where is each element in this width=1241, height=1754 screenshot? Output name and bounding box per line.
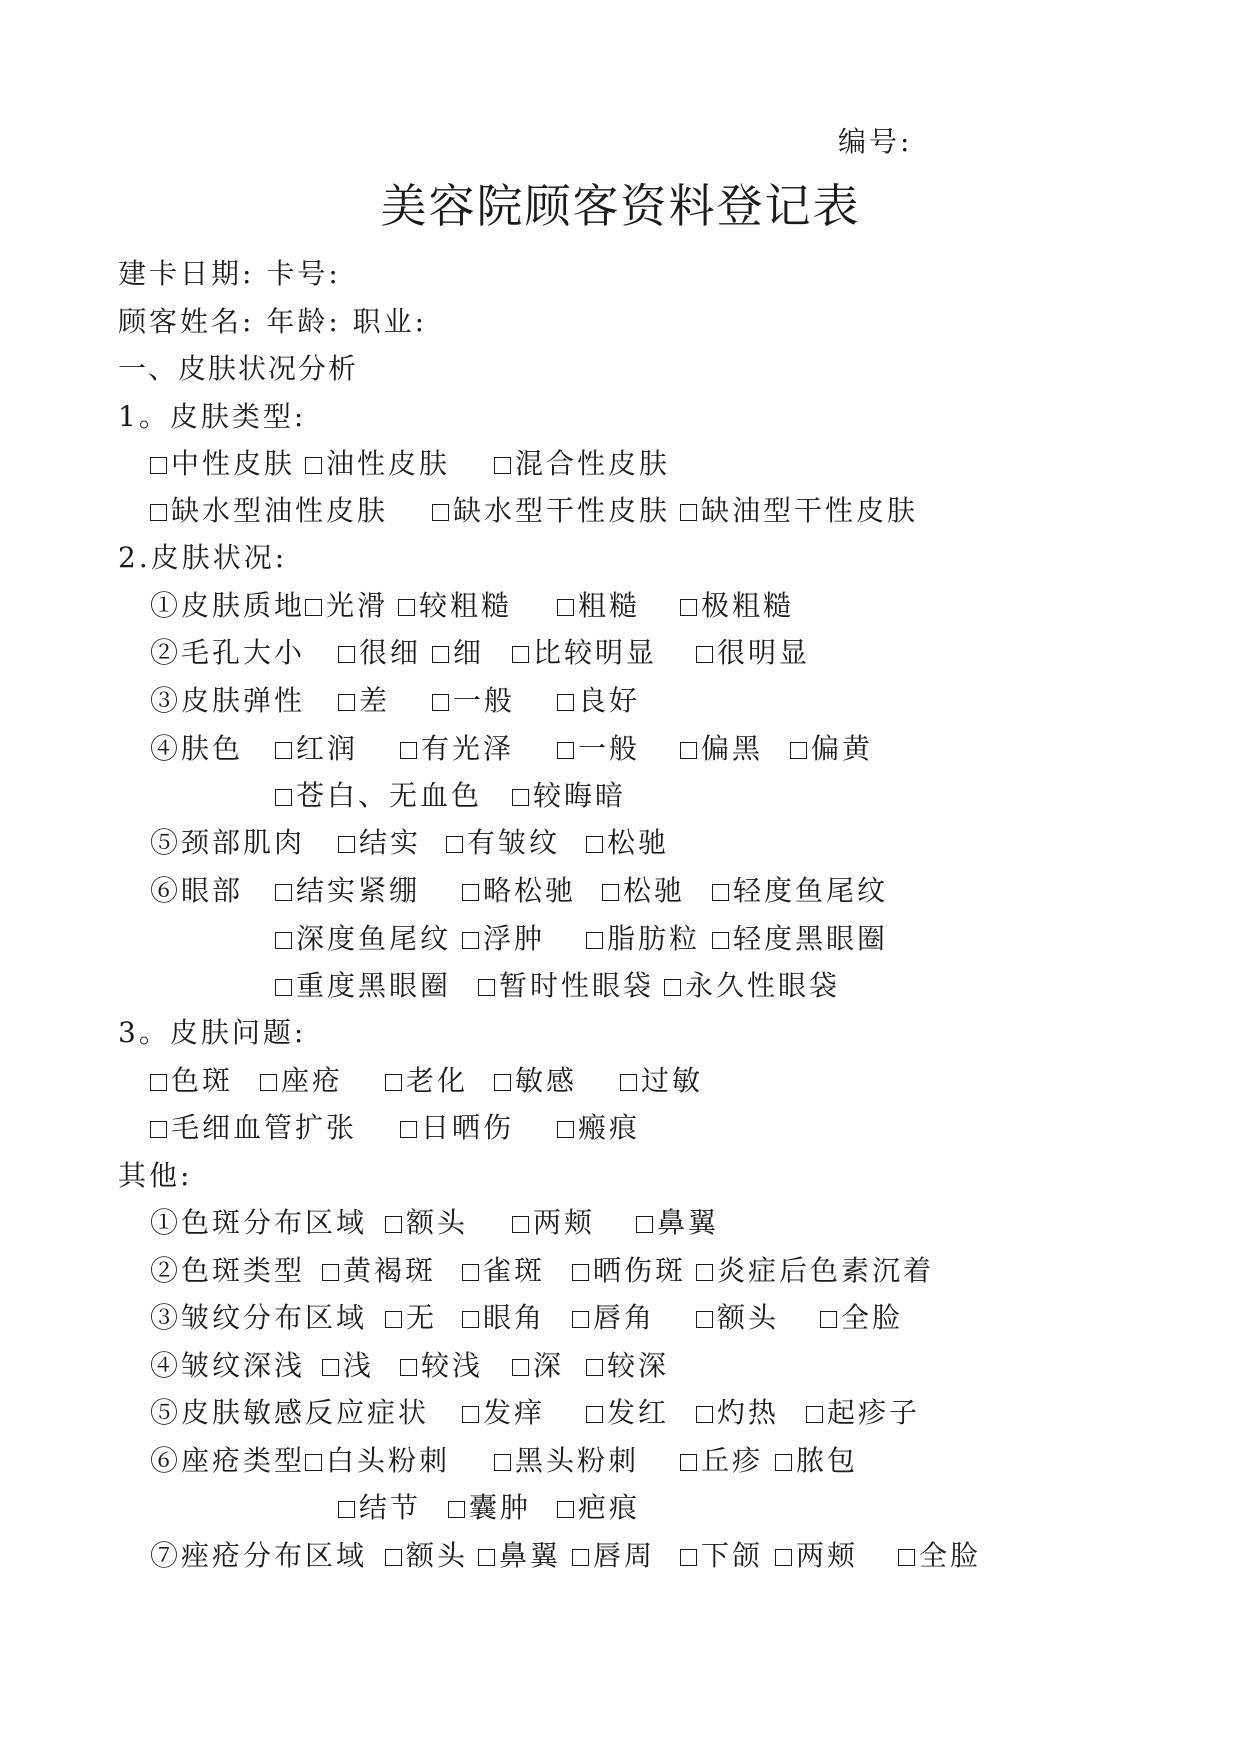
checkbox-option[interactable] xyxy=(712,871,888,911)
option-label: 额头 xyxy=(406,1206,469,1239)
option-label: 毛细血管扩张 xyxy=(171,1111,358,1144)
option-label: 色斑 xyxy=(171,1064,234,1097)
checkbox-option[interactable] xyxy=(557,586,640,626)
checkbox-option[interactable] xyxy=(385,1536,468,1576)
option-label: 浮肿 xyxy=(483,922,546,955)
checkbox-option[interactable] xyxy=(512,1203,595,1243)
option-label: 红润 xyxy=(296,732,359,765)
checkbox-icon[interactable] xyxy=(275,884,292,901)
checkbox-icon[interactable] xyxy=(432,504,449,521)
checkbox-option[interactable] xyxy=(275,871,420,911)
checkbox-option[interactable] xyxy=(478,1536,561,1576)
checkbox-option[interactable] xyxy=(385,1061,468,1101)
checkbox-option[interactable] xyxy=(557,1488,640,1528)
checkbox-icon[interactable] xyxy=(775,1454,792,1471)
option-label: 有光泽 xyxy=(421,732,515,765)
checkbox-option[interactable] xyxy=(680,586,794,626)
option-label: 晒伤斑 xyxy=(593,1254,687,1287)
neck-label: ⑤颈部肌肉 xyxy=(150,826,306,859)
option-label: 唇周 xyxy=(593,1539,656,1572)
acne-area-label: ⑦痤疮分布区域 xyxy=(150,1539,368,1572)
option-label: 油性皮肤 xyxy=(326,447,451,480)
checkbox-icon[interactable] xyxy=(586,932,603,949)
checkbox-icon[interactable] xyxy=(820,1311,837,1328)
checkbox-icon[interactable] xyxy=(260,1074,277,1091)
option-label: 良好 xyxy=(578,684,641,717)
checkbox-icon[interactable] xyxy=(400,1359,417,1376)
checkbox-option[interactable] xyxy=(602,871,685,911)
checkbox-option[interactable] xyxy=(478,966,654,1006)
form-title: 美容院顾客资料登记表 xyxy=(380,179,861,233)
skin-type-label: 1。皮肤类型: xyxy=(118,400,307,433)
checkbox-icon[interactable] xyxy=(712,932,729,949)
option-label: 结节 xyxy=(359,1491,422,1524)
section-heading: 一、皮肤状况分析 xyxy=(118,352,359,385)
option-label: 光滑 xyxy=(326,589,389,622)
option-label: 黄褐斑 xyxy=(343,1254,437,1287)
checkbox-icon[interactable] xyxy=(462,1406,479,1423)
checkbox-icon[interactable] xyxy=(385,1311,402,1328)
option-label: 额头 xyxy=(406,1539,469,1572)
option-label: 过敏 xyxy=(641,1064,704,1097)
checkbox-option[interactable] xyxy=(898,1536,981,1576)
checkbox-option[interactable] xyxy=(512,633,657,673)
checkbox-icon[interactable] xyxy=(305,1454,322,1471)
option-label: 鼻翼 xyxy=(657,1206,720,1239)
option-label: 较深 xyxy=(607,1349,670,1382)
checkbox-option[interactable] xyxy=(620,1061,703,1101)
elasticity-label: ③皮肤弹性 xyxy=(150,684,306,717)
checkbox-option[interactable] xyxy=(696,633,810,673)
checkbox-icon[interactable] xyxy=(712,884,729,901)
checkbox-option[interactable] xyxy=(806,1393,920,1433)
checkbox-icon[interactable] xyxy=(680,504,697,521)
checkbox-option[interactable] xyxy=(712,919,888,959)
option-label: 重度黑眼圈 xyxy=(296,969,452,1002)
option-label: 苍白、无血色 xyxy=(296,779,483,812)
checkbox-icon[interactable] xyxy=(275,789,292,806)
checkbox-icon[interactable] xyxy=(432,694,449,711)
checkbox-option[interactable] xyxy=(275,776,482,816)
checkbox-icon[interactable] xyxy=(322,1264,339,1281)
checkbox-option[interactable] xyxy=(400,1108,514,1148)
checkbox-icon[interactable] xyxy=(696,1264,713,1281)
option-label: 全脸 xyxy=(841,1301,904,1334)
checkbox-icon[interactable] xyxy=(305,457,322,474)
option-label: 混合性皮肤 xyxy=(515,447,671,480)
checkbox-option[interactable] xyxy=(150,444,295,484)
option-label: 轻度鱼尾纹 xyxy=(733,874,889,907)
checkbox-option[interactable] xyxy=(322,1346,374,1386)
option-label: 一般 xyxy=(453,684,516,717)
option-label: 很细 xyxy=(359,636,422,669)
option-label: 差 xyxy=(359,684,391,717)
checkbox-icon[interactable] xyxy=(322,1359,339,1376)
option-label: 眼角 xyxy=(483,1301,546,1334)
pores-label: ②毛孔大小 xyxy=(150,636,306,669)
checkbox-option[interactable] xyxy=(446,823,560,863)
option-label: 永久性眼袋 xyxy=(685,969,841,1002)
checkbox-icon[interactable] xyxy=(400,1121,417,1138)
option-label: 日晒伤 xyxy=(421,1111,515,1144)
option-label: 偏黄 xyxy=(811,732,874,765)
checkbox-option[interactable] xyxy=(305,586,388,626)
option-label: 偏黑 xyxy=(701,732,764,765)
checkbox-icon[interactable] xyxy=(680,599,697,616)
checkbox-option[interactable] xyxy=(150,491,388,531)
checkbox-icon[interactable] xyxy=(696,1406,713,1423)
checkbox-icon[interactable] xyxy=(557,694,574,711)
option-label: 唇角 xyxy=(593,1301,656,1334)
option-label: 下颌 xyxy=(701,1539,764,1572)
checkbox-option[interactable] xyxy=(275,729,358,769)
checkbox-option[interactable] xyxy=(572,1298,655,1338)
checkbox-icon[interactable] xyxy=(448,1501,465,1518)
option-label: 脂肪粒 xyxy=(607,922,701,955)
checkbox-icon[interactable] xyxy=(586,836,603,853)
option-label: 松驰 xyxy=(607,826,670,859)
checkbox-icon[interactable] xyxy=(150,1074,167,1091)
checkbox-option[interactable] xyxy=(494,1061,577,1101)
checkbox-icon[interactable] xyxy=(385,1074,402,1091)
checkbox-option[interactable] xyxy=(462,919,545,959)
checkbox-option[interactable] xyxy=(150,1061,233,1101)
checkbox-icon[interactable] xyxy=(512,1216,529,1233)
skin-problems-label: 3。皮肤问题: xyxy=(118,1016,307,1049)
option-label: 疤痕 xyxy=(578,1491,641,1524)
option-label: 敏感 xyxy=(515,1064,578,1097)
checkbox-option[interactable] xyxy=(680,1441,763,1481)
checkbox-option[interactable] xyxy=(557,729,640,769)
checkbox-icon[interactable] xyxy=(338,646,355,663)
option-label: 两颊 xyxy=(533,1206,596,1239)
serial-number-label: 编号: xyxy=(838,125,913,158)
customer-info-line: 顾客姓名: 年龄: 职业: xyxy=(118,305,428,338)
option-label: 细 xyxy=(453,636,485,669)
checkbox-icon[interactable] xyxy=(586,1359,603,1376)
eyes-label: ⑥眼部 xyxy=(150,874,244,907)
checkbox-icon[interactable] xyxy=(494,1454,511,1471)
wrinkle-area-label: ③皱纹分布区域 xyxy=(150,1301,368,1334)
checkbox-option[interactable] xyxy=(680,729,763,769)
checkbox-option[interactable] xyxy=(432,681,515,721)
checkbox-option[interactable] xyxy=(494,1441,639,1481)
checkbox-icon[interactable] xyxy=(586,1406,603,1423)
checkbox-option[interactable] xyxy=(462,1393,545,1433)
wrinkle-depth-label: ④皱纹深浅 xyxy=(150,1349,306,1382)
option-label: 全脸 xyxy=(919,1539,982,1572)
checkbox-option[interactable] xyxy=(462,1298,545,1338)
option-label: 雀斑 xyxy=(483,1254,546,1287)
checkbox-icon[interactable] xyxy=(462,932,479,949)
option-label: 鼻翼 xyxy=(499,1539,562,1572)
spot-area-label: ①色斑分布区域 xyxy=(150,1206,368,1239)
option-label: 很明显 xyxy=(717,636,811,669)
checkbox-option[interactable] xyxy=(462,871,576,911)
option-label: 暂时性眼袋 xyxy=(499,969,655,1002)
option-label: 较粗糙 xyxy=(419,589,513,622)
checkbox-icon[interactable] xyxy=(680,1549,697,1566)
checkbox-icon[interactable] xyxy=(150,457,167,474)
checkbox-icon[interactable] xyxy=(275,979,292,996)
option-label: 浅 xyxy=(343,1349,375,1382)
checkbox-option[interactable] xyxy=(775,1441,858,1481)
option-label: 座疮 xyxy=(281,1064,344,1097)
checkbox-icon[interactable] xyxy=(557,742,574,759)
checkbox-icon[interactable] xyxy=(696,646,713,663)
option-label: 中性皮肤 xyxy=(171,447,296,480)
checkbox-option[interactable] xyxy=(338,823,421,863)
option-label: 略松驰 xyxy=(483,874,577,907)
checkbox-option[interactable] xyxy=(512,1346,564,1386)
skin-condition-label: 2.皮肤状况: xyxy=(118,541,288,574)
option-label: 粗糙 xyxy=(578,589,641,622)
checkbox-option[interactable] xyxy=(557,681,640,721)
checkbox-icon[interactable] xyxy=(400,742,417,759)
checkbox-option[interactable] xyxy=(586,823,669,863)
checkbox-icon[interactable] xyxy=(696,1311,713,1328)
option-label: 额头 xyxy=(717,1301,780,1334)
option-label: 深度鱼尾纹 xyxy=(296,922,452,955)
option-label: 起疹子 xyxy=(827,1396,921,1429)
checkbox-option[interactable] xyxy=(664,966,840,1006)
checkbox-icon[interactable] xyxy=(305,599,322,616)
option-label: 松驰 xyxy=(623,874,686,907)
checkbox-option[interactable] xyxy=(557,1108,640,1148)
option-label: 结实紧绷 xyxy=(296,874,421,907)
acne-type-label: ⑥座疮类型 xyxy=(150,1444,306,1477)
checkbox-option[interactable] xyxy=(338,633,421,673)
checkbox-option[interactable] xyxy=(305,1441,450,1481)
checkbox-icon[interactable] xyxy=(790,742,807,759)
checkbox-icon[interactable] xyxy=(385,1549,402,1566)
option-label: 极粗糙 xyxy=(701,589,795,622)
checkbox-icon[interactable] xyxy=(572,1264,589,1281)
option-label: 深 xyxy=(533,1349,565,1382)
checkbox-icon[interactable] xyxy=(557,1501,574,1518)
card-info-line: 建卡日期: 卡号: xyxy=(118,257,341,290)
checkbox-option[interactable] xyxy=(448,1488,531,1528)
checkbox-icon[interactable] xyxy=(557,1121,574,1138)
option-label: 较浅 xyxy=(421,1349,484,1382)
complexion-label: ④肤色 xyxy=(150,732,244,765)
option-label: 脓包 xyxy=(796,1444,859,1477)
checkbox-icon[interactable] xyxy=(664,979,681,996)
checkbox-icon[interactable] xyxy=(432,646,449,663)
checkbox-icon[interactable] xyxy=(557,599,574,616)
checkbox-option[interactable] xyxy=(432,491,670,531)
option-label: 无 xyxy=(406,1301,438,1334)
checkbox-option[interactable] xyxy=(322,1251,436,1291)
checkbox-icon[interactable] xyxy=(680,1454,697,1471)
checkbox-icon[interactable] xyxy=(512,789,529,806)
option-label: 较晦暗 xyxy=(533,779,627,812)
checkbox-icon[interactable] xyxy=(898,1549,915,1566)
checkbox-option[interactable] xyxy=(586,919,700,959)
checkbox-icon[interactable] xyxy=(775,1549,792,1566)
option-label: 有皱纹 xyxy=(467,826,561,859)
checkbox-icon[interactable] xyxy=(275,742,292,759)
checkbox-option[interactable] xyxy=(432,633,484,673)
option-label: 黑头粉刺 xyxy=(515,1444,640,1477)
checkbox-option[interactable] xyxy=(398,586,512,626)
checkbox-icon[interactable] xyxy=(338,694,355,711)
checkbox-option[interactable] xyxy=(820,1298,903,1338)
option-label: 一般 xyxy=(578,732,641,765)
checkbox-icon[interactable] xyxy=(572,1549,589,1566)
option-label: 两颊 xyxy=(796,1539,859,1572)
checkbox-icon[interactable] xyxy=(275,932,292,949)
checkbox-option[interactable] xyxy=(462,1251,545,1291)
checkbox-option[interactable] xyxy=(400,1346,483,1386)
option-label: 缺水型干性皮肤 xyxy=(453,494,671,527)
option-label: 白头粉刺 xyxy=(326,1444,451,1477)
checkbox-option[interactable] xyxy=(385,1298,437,1338)
texture-label: ①皮肤质地 xyxy=(150,589,306,622)
checkbox-icon[interactable] xyxy=(602,884,619,901)
option-label: 缺水型油性皮肤 xyxy=(171,494,389,527)
checkbox-option[interactable] xyxy=(790,729,873,769)
checkbox-option[interactable] xyxy=(338,681,390,721)
checkbox-icon[interactable] xyxy=(338,836,355,853)
checkbox-icon[interactable] xyxy=(494,457,511,474)
other-label: 其他: xyxy=(118,1159,193,1192)
option-label: 丘疹 xyxy=(701,1444,764,1477)
checkbox-icon[interactable] xyxy=(150,1121,167,1138)
checkbox-option[interactable] xyxy=(680,491,918,531)
checkbox-icon[interactable] xyxy=(572,1311,589,1328)
option-label: 囊肿 xyxy=(469,1491,532,1524)
checkbox-option[interactable] xyxy=(260,1061,343,1101)
checkbox-option[interactable] xyxy=(150,1108,357,1148)
option-label: 结实 xyxy=(359,826,422,859)
checkbox-icon[interactable] xyxy=(620,1074,637,1091)
checkbox-option[interactable] xyxy=(275,919,451,959)
checkbox-option[interactable] xyxy=(400,729,514,769)
option-label: 缺油型干性皮肤 xyxy=(701,494,919,527)
option-label: 轻度黑眼圈 xyxy=(733,922,889,955)
checkbox-icon[interactable] xyxy=(398,599,415,616)
option-label: 发红 xyxy=(607,1396,670,1429)
option-label: 发痒 xyxy=(483,1396,546,1429)
checkbox-icon[interactable] xyxy=(680,742,697,759)
checkbox-icon[interactable] xyxy=(462,1311,479,1328)
checkbox-icon[interactable] xyxy=(636,1216,653,1233)
checkbox-icon[interactable] xyxy=(494,1074,511,1091)
checkbox-option[interactable] xyxy=(275,966,451,1006)
checkbox-option[interactable] xyxy=(512,776,626,816)
checkbox-option[interactable] xyxy=(586,1393,669,1433)
checkbox-icon[interactable] xyxy=(150,504,167,521)
option-label: 炎症后色素沉着 xyxy=(717,1254,935,1287)
checkbox-option[interactable] xyxy=(572,1536,655,1576)
checkbox-icon[interactable] xyxy=(446,836,463,853)
checkbox-icon[interactable] xyxy=(385,1216,402,1233)
checkbox-icon[interactable] xyxy=(462,884,479,901)
option-label: 瘢痕 xyxy=(578,1111,641,1144)
checkbox-option[interactable] xyxy=(586,1346,669,1386)
checkbox-icon[interactable] xyxy=(512,1359,529,1376)
checkbox-icon[interactable] xyxy=(478,1549,495,1566)
checkbox-icon[interactable] xyxy=(478,979,495,996)
option-label: 比较明显 xyxy=(533,636,658,669)
spot-type-label: ②色斑类型 xyxy=(150,1254,306,1287)
checkbox-option[interactable] xyxy=(572,1251,686,1291)
option-label: 灼热 xyxy=(717,1396,780,1429)
checkbox-option[interactable] xyxy=(305,444,450,484)
checkbox-option[interactable] xyxy=(385,1203,468,1243)
sensitivity-label: ⑤皮肤敏感反应症状 xyxy=(150,1396,430,1429)
checkbox-option[interactable] xyxy=(696,1251,934,1291)
checkbox-option[interactable] xyxy=(494,444,670,484)
option-label: 老化 xyxy=(406,1064,469,1097)
checkbox-icon[interactable] xyxy=(462,1264,479,1281)
checkbox-option[interactable] xyxy=(775,1536,858,1576)
checkbox-icon[interactable] xyxy=(806,1406,823,1423)
checkbox-option[interactable] xyxy=(636,1203,719,1243)
checkbox-option[interactable] xyxy=(696,1298,779,1338)
checkbox-icon[interactable] xyxy=(512,646,529,663)
checkbox-option[interactable] xyxy=(680,1536,763,1576)
checkbox-option[interactable] xyxy=(338,1488,421,1528)
checkbox-option[interactable] xyxy=(696,1393,779,1433)
checkbox-icon[interactable] xyxy=(338,1501,355,1518)
